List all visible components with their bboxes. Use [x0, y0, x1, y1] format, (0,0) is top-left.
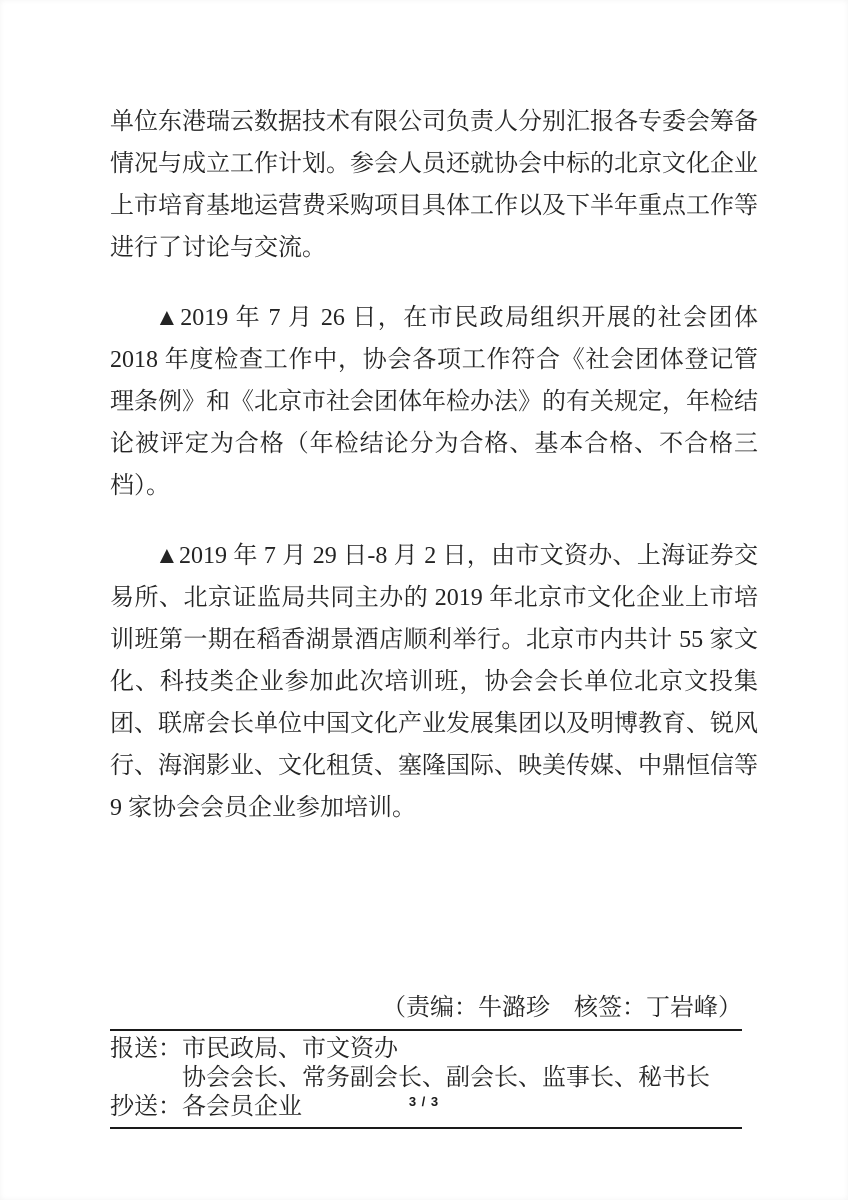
distribution-row-submit-cont — [110, 1064, 742, 1093]
editor-signoff-line: （责编：牛潞珍 核签：丁岩峰） — [382, 995, 742, 1021]
distribution-value-copy: 各会员企业 — [182, 1094, 302, 1120]
distribution-box — [110, 1029, 742, 1129]
body-paragraph-2: ▲2019 年 7 月 26 日，在市民政局组织开展的社会团体 2018 年度检查工作中，协会各项工作符合《社会团体登记管理条例》和《北京市社会团体年检办法》的有关规定，年检结论被评定为合格（年检结论分为合格、基本合格、不合格三档）。 — [110, 305, 758, 499]
body-paragraph-3: ▲2019 年 7 月 29 日-8 月 2 日，由市文资办、上海证券交易所、北京证监局共同主办的 2019 年北京市文化企业上市培训班第一期在稻香湖景酒店顺利举行。北京市内共计 55 家文化、科技类企业参加此次培训班，协会会长单位北京文投集团、联席会长单位中国文化产业发展集团以及明博教育、锐风行、海润影业、文化租赁、塞隆国际、映美传媒、中鼎恒信等 9 家协会会员企业参加培训。 — [110, 543, 758, 821]
document-body — [110, 101, 758, 1129]
page-number: 3 / 3 — [408, 1094, 440, 1109]
body-paragraph-1: 单位东港瑞云数据技术有限公司负责人分别汇报各专委会筹备情况与成立工作计划。参会人员还就协会中标的北京文化企业上市培育基地运营费采购项目具体工作以及下半年重点工作等进行了讨论与交流。 — [110, 109, 758, 261]
distribution-label-submit: 报送： — [110, 1036, 182, 1062]
distribution-value-submit-cont: 协会会长、常务副会长、副会长、监事长、秘书长 — [182, 1065, 710, 1091]
distribution-label-empty — [110, 1064, 182, 1093]
distribution-row-submit — [110, 1035, 742, 1064]
distribution-value-submit: 市民政局、市文资办 — [182, 1036, 398, 1062]
distribution-label-copy: 抄送： — [110, 1094, 182, 1120]
